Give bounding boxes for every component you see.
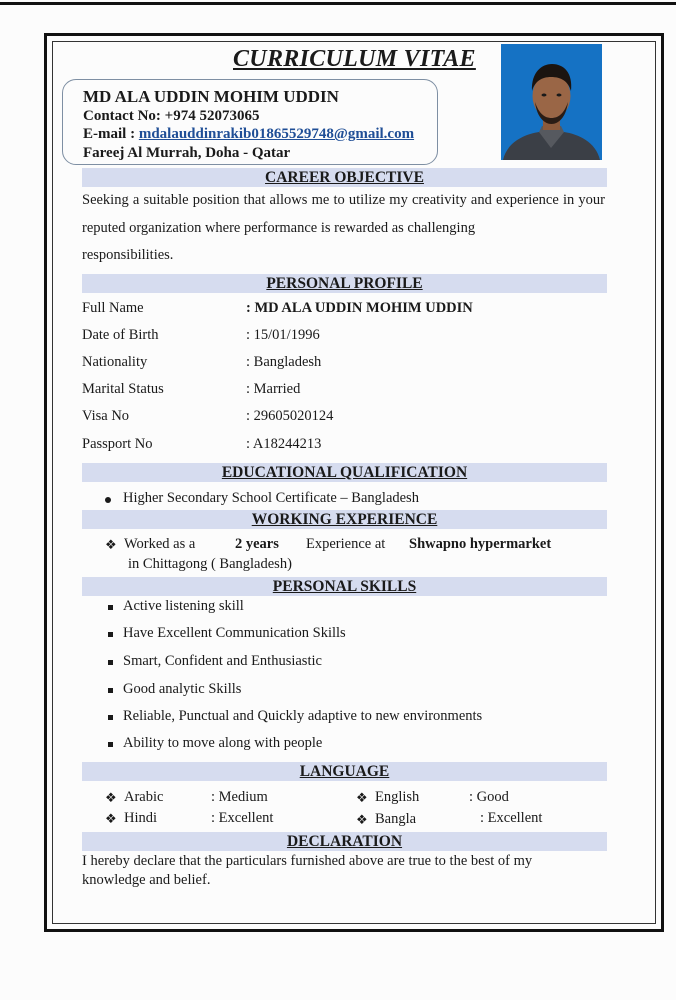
contact-address: Fareej Al Murrah, Doha - Qatar xyxy=(83,145,291,161)
declaration-heading: DECLARATION xyxy=(286,833,403,850)
square-bullet-icon xyxy=(108,605,113,610)
diamond-bullet-icon: ❖ xyxy=(356,790,368,805)
profile-value-passport: : A18244213 xyxy=(246,436,322,452)
bullet-dot-icon xyxy=(105,497,111,503)
square-bullet-icon xyxy=(108,742,113,747)
person-portrait-icon xyxy=(501,44,602,160)
profile-label-full-name: Full Name xyxy=(82,300,144,316)
profile-value-full-name: : MD ALA UDDIN MOHIM UDDIN xyxy=(246,300,473,316)
experience-part2: Experience at xyxy=(306,536,386,552)
square-bullet-icon xyxy=(108,632,113,637)
experience-location: in Chittagong ( Bangladesh) xyxy=(128,556,292,572)
experience-company: Shwapno hypermarket xyxy=(409,536,552,552)
email-link[interactable]: mdalauddinrakib01865529748@gmail.com xyxy=(138,126,415,142)
language-level-english: : Good xyxy=(469,789,509,805)
education-heading: EDUCATIONAL QUALIFICATION xyxy=(221,464,468,481)
profile-value-dob: : 15/01/1996 xyxy=(246,327,320,343)
profile-value-visa: : 29605020124 xyxy=(246,408,334,424)
applicant-name: MD ALA UDDIN MOHIM UDDIN xyxy=(83,87,339,106)
skill-item: Have Excellent Communication Skills xyxy=(123,625,346,641)
diamond-bullet-icon: ❖ xyxy=(356,812,368,827)
declaration-line1: I hereby declare that the particulars furnished above are true to the best of my xyxy=(82,853,533,869)
square-bullet-icon xyxy=(108,715,113,720)
career-objective-main: Seeking a suitable position that allows me to utilize my creativity and experience in your reputed organization where performance is rewarded as challenging xyxy=(82,192,605,236)
profile-label-nationality: Nationality xyxy=(82,354,148,370)
language-level-arabic: : Medium xyxy=(211,789,268,805)
diamond-bullet-icon: ❖ xyxy=(105,790,117,805)
declaration-line2: knowledge and belief. xyxy=(82,872,211,888)
email-label: E-mail : xyxy=(83,126,136,142)
profile-heading: PERSONAL PROFILE xyxy=(266,275,423,292)
square-bullet-icon xyxy=(108,688,113,693)
education-item: Higher Secondary School Certificate – Bangladesh xyxy=(123,490,419,506)
experience-part1: Worked as a xyxy=(124,536,196,552)
profile-label-passport: Passport No xyxy=(82,436,153,452)
top-rule xyxy=(0,2,676,5)
profile-value-marital: : Married xyxy=(246,381,301,397)
diamond-bullet-icon: ❖ xyxy=(105,537,117,552)
square-bullet-icon xyxy=(108,660,113,665)
career-objective-last: responsibilities. xyxy=(82,247,174,263)
diamond-bullet-icon: ❖ xyxy=(105,811,117,826)
profile-label-dob: Date of Birth xyxy=(82,327,159,343)
profile-label-marital: Marital Status xyxy=(82,381,164,397)
experience-years: 2 years xyxy=(235,536,279,552)
profile-value-nationality: : Bangladesh xyxy=(246,354,322,370)
language-heading: LANGUAGE xyxy=(299,763,390,780)
skills-heading: PERSONAL SKILLS xyxy=(272,578,417,595)
language-name-hindi: Hindi xyxy=(124,810,158,826)
profile-photo xyxy=(501,44,602,160)
career-heading: CAREER OBJECTIVE xyxy=(265,169,424,186)
language-level-hindi: : Excellent xyxy=(211,810,274,826)
contact-email-line xyxy=(83,126,414,143)
language-name-english: English xyxy=(375,789,420,805)
language-name-bangla: Bangla xyxy=(375,811,417,827)
contact-phone: Contact No: +974 52073065 xyxy=(83,108,260,124)
skill-item: Active listening skill xyxy=(123,598,244,614)
language-level-bangla: : Excellent xyxy=(480,810,543,826)
document-title: CURRICULUM VITAE xyxy=(233,46,476,72)
language-name-arabic: Arabic xyxy=(124,789,164,805)
experience-heading: WORKING EXPERIENCE xyxy=(251,511,438,528)
skill-item: Good analytic Skills xyxy=(123,681,242,697)
skill-item: Smart, Confident and Enthusiastic xyxy=(123,653,322,669)
profile-label-visa: Visa No xyxy=(82,408,130,424)
skill-item: Ability to move along with people xyxy=(123,735,323,751)
career-objective-text xyxy=(82,187,605,270)
skill-item: Reliable, Punctual and Quickly adaptive to new environments xyxy=(123,708,483,724)
